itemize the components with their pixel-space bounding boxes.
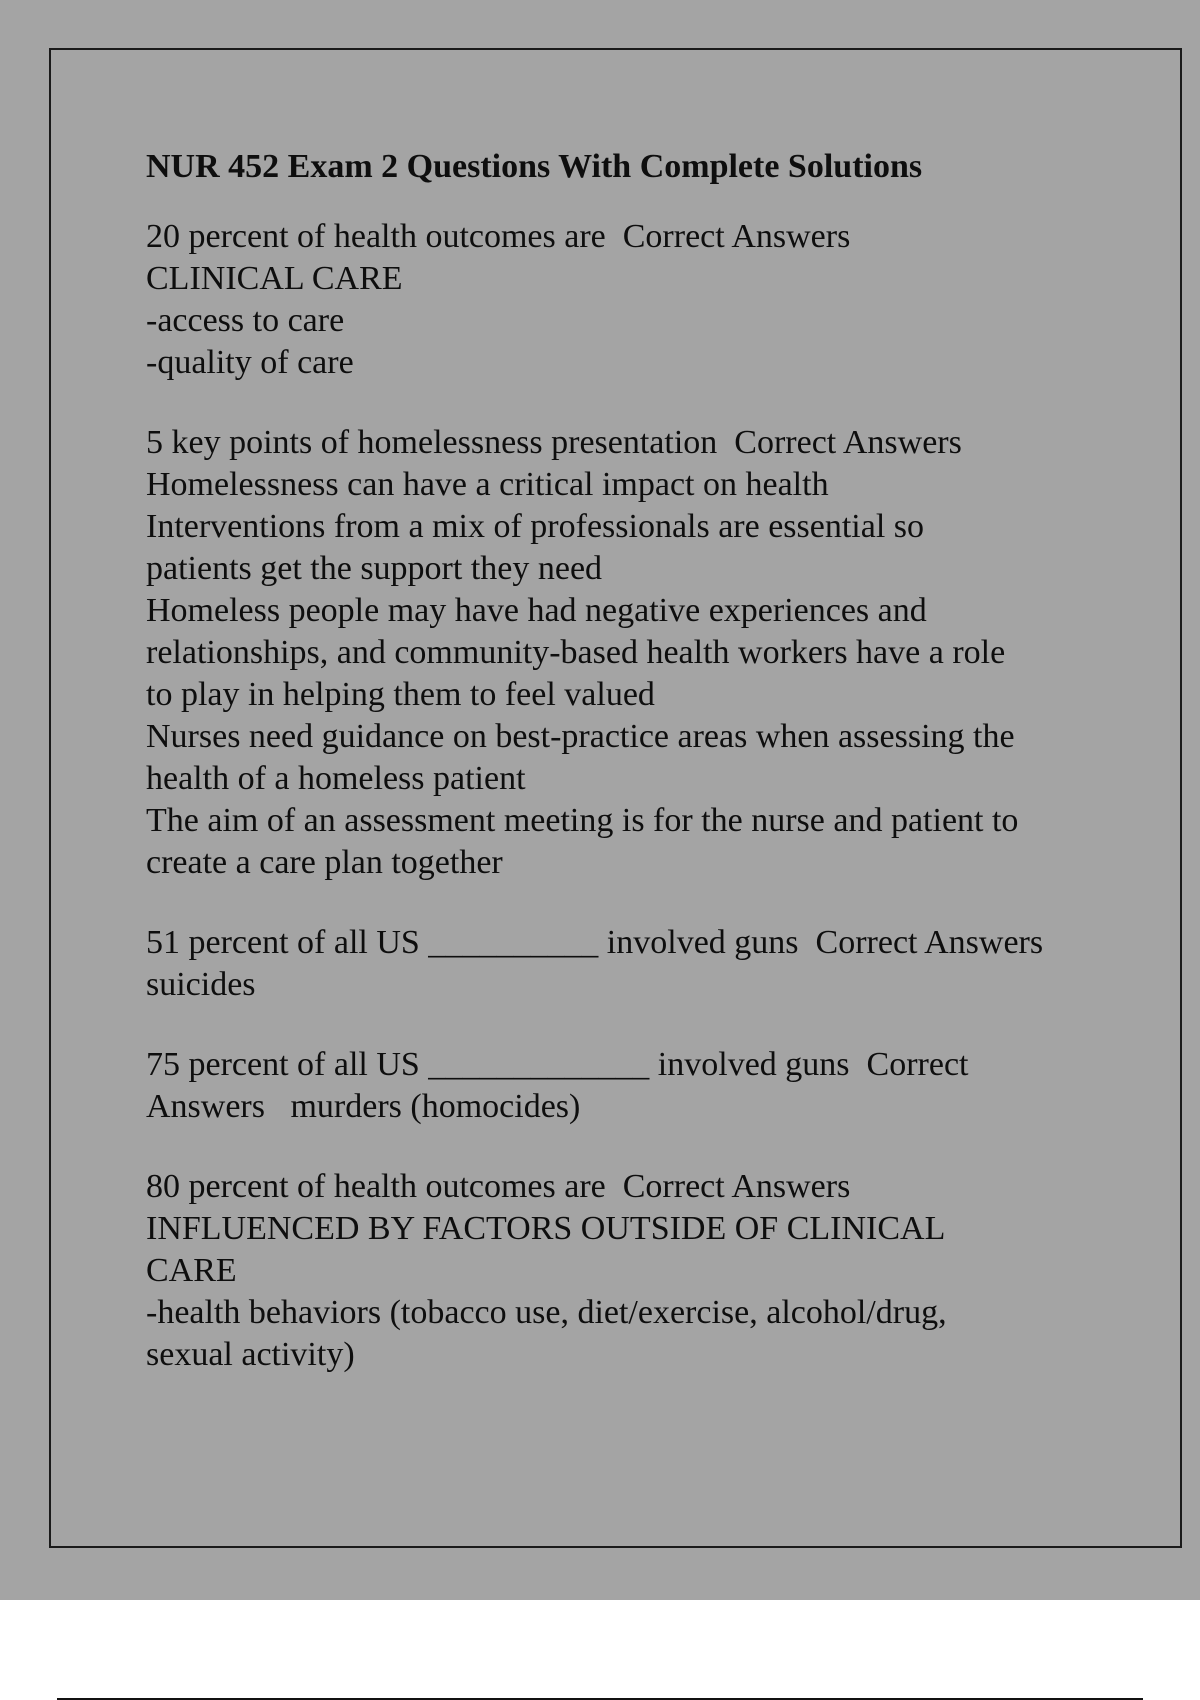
qa-line: -access to care	[146, 302, 345, 339]
qa-line: patients get the support they need	[146, 550, 603, 587]
qa-block-outside-clinical-care	[146, 1166, 1106, 1376]
qa-line: relationships, and community-based health workers have a role	[146, 634, 1006, 671]
document-content	[146, 142, 1106, 1414]
qa-line: sexual activity)	[146, 1336, 355, 1373]
qa-line: create a care plan together	[146, 844, 503, 881]
qa-block-murders	[146, 1044, 1106, 1128]
qa-line: Interventions from a mix of professionals are essential so	[146, 508, 925, 545]
qa-line: 51 percent of all US __________ involved guns Correct Answers	[146, 924, 1044, 961]
qa-line: to play in helping them to feel valued	[146, 676, 655, 713]
qa-line: CARE	[146, 1252, 237, 1289]
qa-line: Homelessness can have a critical impact on health	[146, 466, 829, 503]
qa-line: The aim of an assessment meeting is for the nurse and patient to	[146, 802, 1019, 839]
qa-line: 5 key points of homelessness presentation Correct Answers	[146, 424, 962, 461]
qa-line: -health behaviors (tobacco use, diet/exercise, alcohol/drug,	[146, 1294, 947, 1331]
qa-line: 80 percent of health outcomes are Correct Answers	[146, 1168, 851, 1205]
qa-line: Homeless people may have had negative experiences and	[146, 592, 927, 629]
qa-line: suicides	[146, 966, 256, 1003]
qa-line: health of a homeless patient	[146, 760, 526, 797]
qa-line: CLINICAL CARE	[146, 260, 403, 297]
qa-block-homelessness	[146, 422, 1106, 884]
qa-line: INFLUENCED BY FACTORS OUTSIDE OF CLINICAL	[146, 1210, 946, 1247]
qa-line: Answers murders (homocides)	[146, 1088, 581, 1125]
qa-line: Nurses need guidance on best-practice areas when assessing the	[146, 718, 1015, 755]
document-title: NUR 452 Exam 2 Questions With Complete Solutions	[146, 148, 923, 185]
qa-line: -quality of care	[146, 344, 354, 381]
qa-block-clinical-care	[146, 216, 1106, 384]
qa-block-suicides	[146, 922, 1106, 1006]
qa-line: 75 percent of all US _____________ involved guns Correct	[146, 1046, 969, 1083]
qa-line: 20 percent of health outcomes are Correct Answers	[146, 218, 851, 255]
